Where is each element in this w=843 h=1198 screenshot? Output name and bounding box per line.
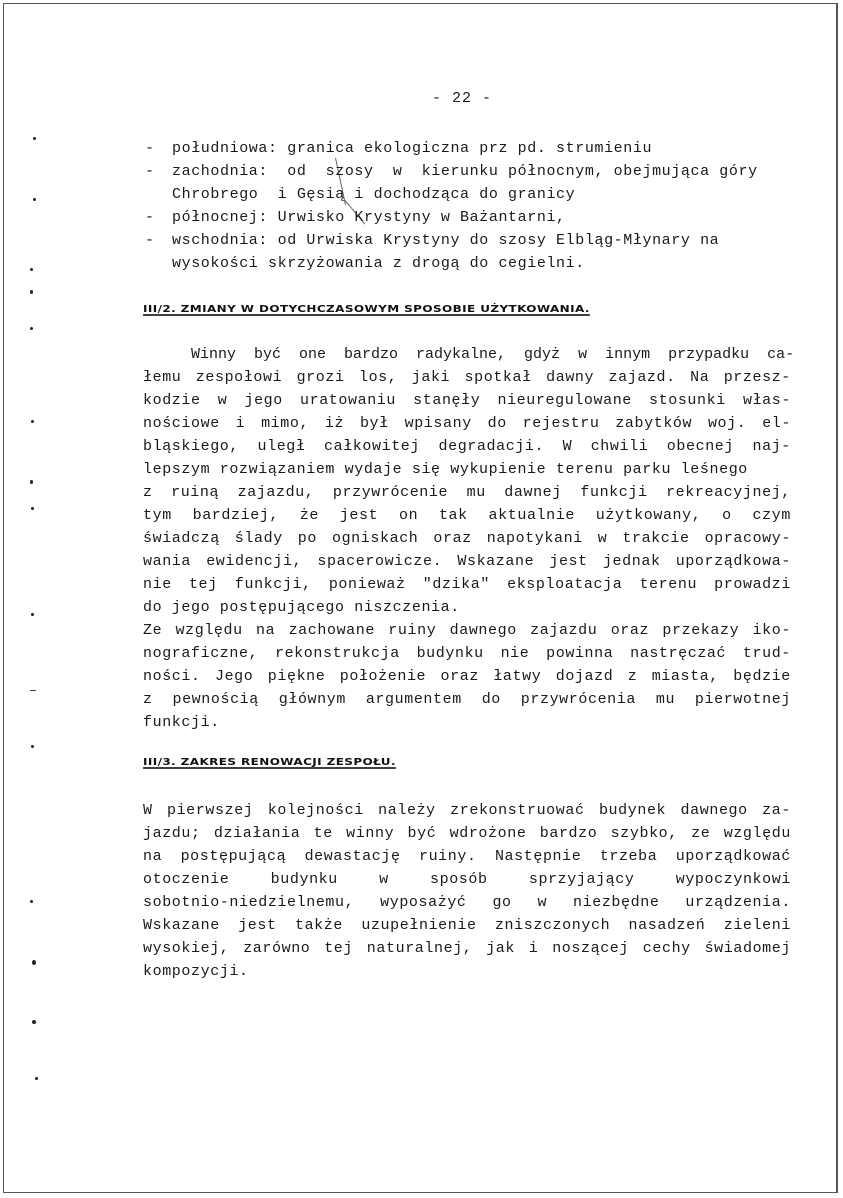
word: przekazy (662, 622, 740, 639)
word: na (256, 622, 276, 639)
scan-speck (33, 198, 36, 201)
word: ności. (143, 668, 201, 685)
paragraph-line (143, 848, 791, 865)
section-heading: III/3. ZAKRES RENOWACJI ZESPOŁU. (143, 756, 396, 768)
word: stanęły (413, 392, 481, 409)
word: spotkał (464, 369, 532, 386)
word: Wskazane (457, 553, 535, 570)
word: zajazdu, (237, 484, 315, 501)
word: mu (466, 484, 486, 501)
word: cechy (642, 940, 691, 957)
word: jednak (602, 553, 661, 570)
word: ruiną (171, 484, 220, 501)
word: trud- (742, 645, 791, 662)
scan-speck (31, 507, 34, 510)
word: ruiny (388, 622, 437, 639)
paragraph-line: funkcji. (143, 714, 220, 731)
word: wania (143, 553, 192, 570)
word: z (143, 691, 153, 708)
word: mimo, (261, 415, 310, 432)
word: winny (346, 825, 395, 842)
list-dash: - (145, 232, 155, 249)
word: W (562, 438, 573, 455)
word: łemu (143, 369, 182, 386)
word: głównym (278, 691, 346, 708)
word: zachowane (288, 622, 375, 639)
word: o (722, 507, 732, 524)
word: ewidencji, (206, 553, 303, 570)
word: piękne (267, 668, 326, 685)
word: był (359, 415, 389, 432)
paragraph-line (143, 530, 791, 547)
paragraph-line (143, 871, 791, 888)
word: bardziej, (192, 507, 280, 524)
word: wpisany (404, 415, 472, 432)
word: oraz (440, 668, 479, 685)
scan-speck (30, 290, 33, 294)
word: nasadzeń (628, 917, 706, 934)
paragraph-line (143, 622, 791, 639)
word: ze (691, 825, 711, 842)
word: po (297, 530, 317, 547)
word: szybko, (610, 825, 678, 842)
scan-mark (30, 690, 36, 691)
word: że (299, 507, 319, 524)
scan-speck (31, 420, 34, 423)
word: oraz (610, 622, 650, 639)
word: powinna (546, 645, 614, 662)
word: bląskiego, (143, 438, 240, 455)
word: mu (655, 691, 676, 708)
paragraph-line: lepszym rozwiązaniem wydaje się wykupienie terenu parku leśnego (143, 461, 748, 478)
word: rekonstrukcja (274, 645, 400, 662)
word: sobotnio-niedzielnemu, (143, 894, 355, 911)
word: W (143, 802, 153, 819)
word: zespołowi (195, 369, 283, 386)
word: sprzyjający (528, 871, 635, 888)
word: chwili (590, 438, 649, 455)
word: być (407, 825, 437, 842)
word: rejestru (522, 415, 600, 432)
word: świadczą (143, 530, 220, 547)
list-dash: - (145, 163, 155, 180)
word: i (528, 940, 539, 957)
word: "dzika" (422, 576, 490, 593)
word: ruiny. (418, 848, 477, 865)
word: dawny (546, 369, 595, 386)
word: przywrócenia (520, 691, 636, 708)
paragraph-line (143, 825, 791, 842)
word: dawnego (449, 622, 517, 639)
word: za- (762, 802, 791, 819)
word: jazdu; (143, 825, 201, 842)
scan-speck (30, 900, 33, 903)
word: Na (690, 369, 710, 386)
word: zajazd. (608, 369, 676, 386)
word: napotykani (486, 530, 583, 547)
word: do (481, 691, 501, 708)
word: względu (175, 622, 243, 639)
paragraph-line (143, 917, 791, 934)
word: w (597, 530, 608, 547)
word: nie (143, 576, 172, 593)
word: jest (549, 553, 588, 570)
word: los, (358, 369, 398, 386)
word: kolejności (267, 802, 364, 819)
word: tej (324, 940, 354, 957)
paragraph-line (143, 691, 791, 708)
word: z (627, 668, 638, 685)
word: zarówno (243, 940, 311, 957)
word: dawnej (504, 484, 562, 501)
word: pewnością (172, 691, 259, 708)
paragraph-line (143, 668, 791, 685)
word: czym (752, 507, 791, 524)
word: z (143, 484, 153, 501)
list-dash: - (145, 209, 155, 226)
word: zabytków (615, 415, 693, 432)
word: wdrożone (449, 825, 527, 842)
paragraph-line (143, 802, 791, 819)
word: pierwszej (166, 802, 254, 819)
paragraph-line (143, 392, 791, 409)
word: ogniskach (331, 530, 419, 547)
list-item: zachodnia: od szosy w kierunku północnym, obejmująca góry (172, 163, 758, 180)
word: nościowe (143, 415, 220, 432)
word: świadomej (704, 940, 791, 957)
word: jego (244, 392, 283, 409)
word: Ze (143, 622, 163, 639)
word: nie (500, 645, 530, 662)
word: kodzie (143, 392, 201, 409)
word: budynku (270, 871, 338, 888)
word: względu (723, 825, 791, 842)
word: jest (238, 917, 277, 934)
page-number: - 22 - (432, 90, 493, 107)
word: grozi (296, 369, 345, 386)
word: naturalnej, (366, 940, 473, 957)
word: stosunki (649, 392, 726, 409)
word: zniszczonych (494, 917, 611, 934)
word: on (398, 507, 419, 524)
scan-speck (31, 613, 34, 616)
paragraph-line: do jego postępującego niszczenia. (143, 599, 460, 616)
list-item: południowa: granica ekologiczna prz pd. strumieniu (172, 140, 653, 157)
word: uporządkowa- (675, 553, 791, 570)
word: wypoczynkowi (675, 871, 791, 888)
word: przywrócenie (332, 484, 449, 501)
word: należy (378, 802, 436, 819)
word: el- (762, 415, 791, 432)
word: dewastację (304, 848, 401, 865)
word: włas- (742, 392, 791, 409)
word: oraz (433, 530, 472, 547)
word: łatwy (493, 668, 542, 685)
word: terenu (639, 576, 698, 593)
list-item: wschodnia: od Urwiska Krystyny do szosy Elbląg-Młynary na (172, 232, 720, 249)
word: dojazd (555, 668, 614, 685)
word: spacerowicze. (317, 553, 443, 570)
scan-speck (32, 1020, 36, 1024)
paragraph-line (143, 484, 791, 501)
word: nieuregulowane (497, 392, 632, 409)
word: otoczenie (143, 871, 230, 888)
scan-speck (30, 480, 33, 484)
paragraph-line (143, 369, 791, 386)
paragraph-line (143, 415, 791, 432)
word: niezbędne (573, 894, 660, 911)
word: urządzenia. (685, 894, 791, 911)
word: i (235, 415, 246, 432)
word: nastręczać (630, 645, 727, 662)
word: zrekonstruować (450, 802, 585, 819)
paragraph-line (143, 645, 791, 662)
list-item: północnej: Urwisko Krystyny w Bażantarni, (172, 209, 566, 226)
section-heading: III/2. ZMIANY W DOTYCHCZASOWYM SPOSOBIE UŻYTKOWANIA. (143, 303, 590, 315)
word: w (379, 871, 389, 888)
word: użytkowany, (595, 507, 702, 524)
paragraph-line (143, 507, 791, 524)
word: w (537, 894, 548, 911)
scan-speck (31, 745, 34, 748)
word: go (492, 894, 512, 911)
word: uporządkować (675, 848, 791, 865)
list-dash: - (145, 140, 155, 157)
word: uzupełnienie (361, 917, 477, 934)
word: Jego (214, 668, 254, 685)
word: Wskazane (143, 917, 220, 934)
paragraph-line: Winny być one bardzo radykalne, gdyż w innym przypadku ca- (191, 346, 795, 363)
word: sposób (430, 871, 488, 888)
word: opracowy- (704, 530, 791, 547)
word: woj. (707, 415, 747, 432)
word: miasta, (651, 668, 719, 685)
word: w (217, 392, 228, 409)
word: także (294, 917, 343, 934)
word: funkcji (580, 484, 648, 501)
paragraph-line (143, 940, 791, 957)
word: przesz- (723, 369, 791, 386)
word: tak (438, 507, 468, 524)
word: ponieważ (328, 576, 406, 593)
scan-speck (32, 960, 36, 965)
word: rekreacyjnej, (666, 484, 791, 501)
word: do (487, 415, 507, 432)
word: uratowaniu (300, 392, 397, 409)
scan-speck (35, 1077, 38, 1080)
word: te (313, 825, 333, 842)
word: budynek (598, 802, 667, 819)
word: wysokiej, (143, 940, 230, 957)
scan-speck (30, 327, 33, 330)
word: całkowitej (324, 438, 421, 455)
word: tym (143, 507, 172, 524)
word: na (143, 848, 163, 865)
scan-speck (30, 268, 33, 271)
word: będzie (733, 668, 791, 685)
word: zieleni (723, 917, 791, 934)
word: uległ (257, 438, 306, 455)
word: postępującą (180, 848, 287, 865)
page-frame (3, 3, 838, 1193)
word: jaki (411, 369, 451, 386)
word: obecnej (666, 438, 735, 455)
word: funkcji, (234, 576, 312, 593)
word: argumentem (365, 691, 462, 708)
word: wyposażyć (380, 894, 467, 911)
word: jest (339, 507, 379, 524)
word: trzeba (599, 848, 658, 865)
word: iż (324, 415, 345, 432)
word: Następnie (494, 848, 582, 865)
paragraph-line (143, 438, 791, 455)
word: eksploatacja (507, 576, 623, 593)
word: trakcie (622, 530, 690, 547)
word: nograficzne, (143, 645, 259, 662)
paragraph-line (143, 894, 791, 911)
word: jak (486, 940, 516, 957)
word: działania (213, 825, 301, 842)
list-item: Chrobrego i Gęsią i dochodząca do granicy (172, 186, 576, 203)
word: dawnego (680, 802, 748, 819)
word: pierwotnej (694, 691, 791, 708)
word: degradacji. (438, 438, 545, 455)
word: bardzo (539, 825, 598, 842)
word: tej (188, 576, 218, 593)
paragraph-line: kompozycji. (143, 963, 249, 980)
word: prowadzi (714, 576, 791, 593)
word: zajazdu (530, 622, 598, 639)
word: budynku (416, 645, 484, 662)
list-item: wysokości skrzyżowania z drogą do cegielni. (172, 255, 585, 272)
word: naj- (752, 438, 791, 455)
paragraph-line (143, 553, 791, 570)
word: iko- (752, 622, 791, 639)
word: aktualnie (488, 507, 575, 524)
word: położenie (339, 668, 427, 685)
word: noszącej (552, 940, 629, 957)
paragraph-line (143, 576, 791, 593)
word: ślady (234, 530, 283, 547)
scan-speck (33, 137, 36, 140)
